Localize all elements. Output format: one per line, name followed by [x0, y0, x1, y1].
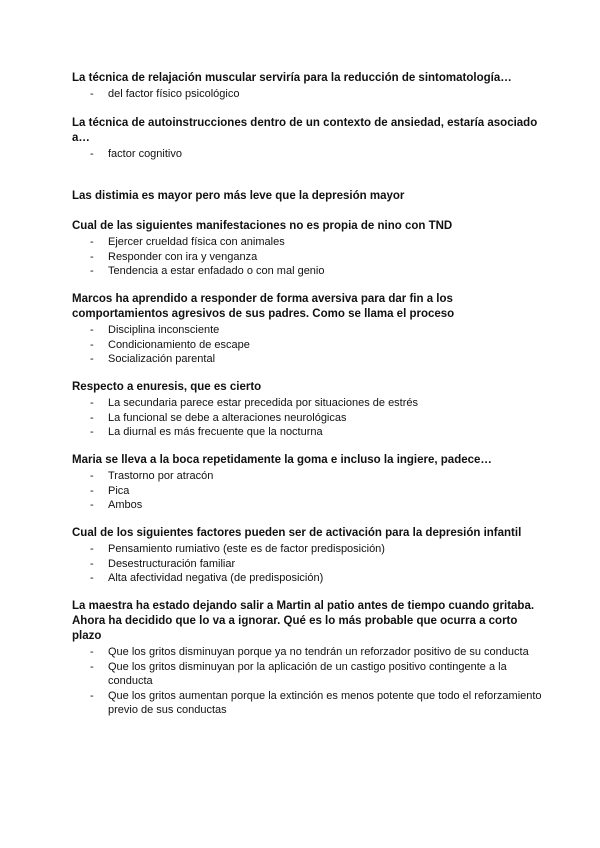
answer-list: [72, 147, 542, 162]
answer-list: [72, 323, 542, 367]
question-text: Cual de las siguientes manifestaciones no es propia de nino con TND: [72, 220, 453, 232]
answer-item: - Condicionamiento de escape: [72, 338, 542, 353]
answer-item: - Pica: [72, 484, 542, 499]
answer-item: - Pensamiento rumiativo (este es de factor predisposición): [72, 542, 542, 557]
answer-list: [72, 396, 542, 440]
question-text: Marcos ha aprendido a responder de forma aversiva para dar fin a los comportamientos agresivos de sus padres. Como se llama el proceso: [72, 293, 455, 320]
answer-item: - Que los gritos aumentan porque la extinción es menos potente que todo el reforzamiento previo de sus conductas: [72, 689, 542, 718]
answer-list: [72, 469, 542, 513]
question-block-5: [72, 292, 542, 367]
question-text: Cual de los siguientes factores pueden ser de activación para la depresión infantil: [72, 527, 522, 539]
answer-item: - Responder con ira y venganza: [72, 250, 542, 265]
question-text: Maria se lleva a la boca repetidamente la goma e incluso la ingiere, padece…: [72, 454, 492, 466]
question-block-3: [72, 189, 542, 204]
question-block-2: [72, 116, 542, 162]
question-text: Las distimia es mayor pero más leve que la depresión mayor: [72, 190, 405, 202]
answer-item: - La diurnal es más frecuente que la nocturna: [72, 425, 542, 440]
question-block-6: [72, 380, 542, 440]
question-block-7: [72, 453, 542, 513]
answer-item: - factor cognitivo: [72, 147, 542, 162]
answer-item: - Disciplina inconsciente: [72, 323, 542, 338]
question-text: La técnica de autoinstrucciones dentro de un contexto de ansiedad, estaría asociado a…: [72, 117, 538, 144]
question-block-8: [72, 526, 542, 586]
question-text: Respecto a enuresis, que es cierto: [72, 381, 262, 393]
answer-item: - La funcional se debe a alteraciones neurológicas: [72, 411, 542, 426]
answer-item: - Socialización parental: [72, 352, 542, 367]
answer-item: - Ambos: [72, 498, 542, 513]
answer-list: [72, 645, 542, 718]
answer-list: [72, 235, 542, 279]
question-block-9: [72, 599, 542, 718]
answer-list: [72, 542, 542, 586]
question-block-1: [72, 71, 542, 102]
answer-item: - Trastorno por atracón: [72, 469, 542, 484]
question-text: La maestra ha estado dejando salir a Martin al patio antes de tiempo cuando gritaba. Ahora ha decidido que lo va a ignorar. Qué es lo más probable que ocurra a corto plazo: [72, 600, 535, 642]
question-block-4: [72, 219, 542, 279]
answer-item: - La secundaria parece estar precedida por situaciones de estrés: [72, 396, 542, 411]
answer-item: - Ejercer crueldad física con animales: [72, 235, 542, 250]
question-text: La técnica de relajación muscular serviría para la reducción de sintomatología…: [72, 72, 512, 84]
answer-item: - Tendencia a estar enfadado o con mal genio: [72, 264, 542, 279]
answer-item: - del factor físico psicológico: [72, 87, 542, 102]
answer-item: - Que los gritos disminuyan por la aplicación de un castigo positivo contingente a la conducta: [72, 660, 542, 689]
answer-list: [72, 87, 542, 102]
answer-item: - Desestructuración familiar: [72, 557, 542, 572]
answer-item: - Que los gritos disminuyan porque ya no tendrán un reforzador positivo de su conducta: [72, 645, 542, 660]
answer-item: - Alta afectividad negativa (de predisposición): [72, 571, 542, 586]
